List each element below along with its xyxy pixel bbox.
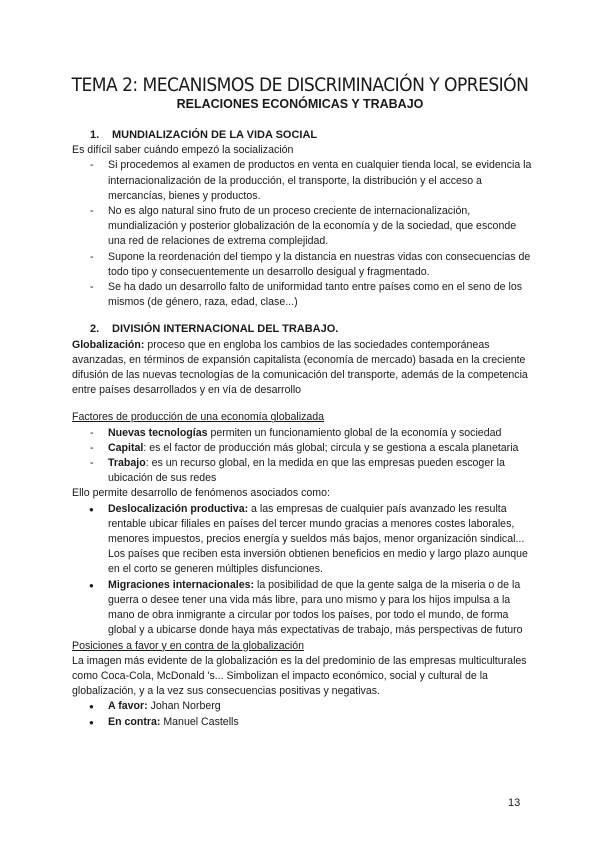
section-1-intro: Es difícil saber cuándo empezó la socialización: [72, 144, 294, 157]
factor-label: Trabajo: [108, 457, 146, 470]
factor-label: Capital: [108, 441, 144, 454]
position-label: En contra:: [108, 715, 161, 728]
phenomenon-text: la posibilidad de que la gente salga de la miseria o de la guerra o desee tener una vida más libre, para uno mismo y para los hijos impulsa a la mano de obra inmigrante a circular por todos los países, por todo el mundo, de forma global y a ubicarse donde haya más expectativas de trabajo, más perspectivas de futuro: [108, 578, 523, 637]
factor-text: : es el factor de producción más global; circula y se gestiona a escala planetaria: [143, 441, 519, 454]
phenomenon-label: Deslocalización productiva:: [108, 502, 249, 515]
section-1-heading: [90, 128, 532, 143]
page-number: 13: [508, 797, 521, 809]
list-item: [72, 699, 532, 714]
list-item: [72, 578, 532, 639]
factor-text: : es un recurso global, en la medida en que las empresas pueden escoger la ubicación de sus redes: [108, 457, 505, 485]
list-item: - Supone la reordenación del tiempo y la distancia en nuestras vidas con consecuencias de todo tipo y consecuentemente un desarrollo desigual y fragmentado.: [72, 250, 532, 280]
list-item: - No es algo natural sino fruto de un proceso creciente de internacionalización, mundialización y posterior globalización de la economía y de la sociedad, que esconde una red de relaciones de extrema complejidad.: [72, 204, 532, 250]
position-text: Manuel Castells: [160, 715, 239, 728]
page-subtitle: RELACIONES ECONÓMICAS Y TRABAJO: [176, 97, 424, 111]
section-2-number: 2.: [90, 323, 100, 336]
position-text: Johan Norberg: [147, 700, 221, 713]
list-item: [72, 441, 532, 456]
phenomena-intro: Ello permite desarrollo de fenómenos asociados como:: [72, 487, 330, 500]
page-title: TEMA 2: MECANISMOS DE DISCRIMINACIÓN Y OPRESIÓN: [71, 74, 529, 96]
factor-text: permiten un funcionamiento global de la economía y sociedad: [207, 426, 502, 439]
section-2-heading: [90, 322, 532, 337]
positions-text: La imagen más evidente de la globalización es la del predominio de las empresas multiculturales como Coca-Cola, McDonald 's... Simbolizan el impacto económico, social y cultural de la globalización, y a la vez sus consecuencias positivas y negativas.: [72, 654, 527, 698]
section-1-number: 1.: [90, 129, 100, 141]
globalization-label: Globalización:: [72, 338, 145, 351]
globalization-definition: [72, 338, 532, 399]
section-1-title: MUNDIALIZACIÓN DE LA VIDA SOCIAL: [112, 129, 318, 141]
phenomenon-text: a las empresas de cualquier país avanzado les resulta rentable ubicar filiales en países del tercer mundo gracias a menores costes laborales, menores impuestos, precios energía y sueldos más bajos, menor organización sindical... Los países que reciben esta inversión obtienen beneficios en medio y largo plazo aunque en el corto se generen múltiples disfunciones.: [108, 502, 528, 576]
list-item: [72, 502, 532, 578]
phenomenon-label: Migraciones internacionales:: [108, 578, 255, 591]
factors-title: Factores de producción de una economía globalizada: [72, 411, 325, 424]
list-item: [72, 426, 532, 441]
document-body: [72, 128, 532, 730]
list-item: [72, 715, 532, 730]
factor-label: Nuevas tecnologías: [108, 426, 208, 439]
list-item: - Si procedemos al examen de productos en venta en cualquier tienda local, se evidencia la internacionalización de la producción, el transporte, la distribución y el acceso a mercancías, bienes y productos.: [72, 158, 532, 204]
list-item: [72, 456, 532, 486]
section-2-title: DIVISIÓN INTERNACIONAL DEL TRABAJO.: [112, 323, 339, 336]
positions-title: Posiciones a favor y en contra de la globalización: [72, 639, 305, 652]
list-item: - Se ha dado un desarrollo falto de uniformidad tanto entre países como en el seno de los mismos (de género, raza, edad, clase...): [72, 280, 532, 310]
position-label: A favor:: [108, 700, 148, 713]
globalization-text: proceso que en engloba los cambios de las sociedades contemporáneas avanzadas, en términos de expansión capitalista (economía de mercado) basada en la creciente difusión de las nuevas tecnologías de la comunicación del transporte, además de la competencia entre países desarrollados y en vía de desarrollo: [72, 338, 528, 397]
